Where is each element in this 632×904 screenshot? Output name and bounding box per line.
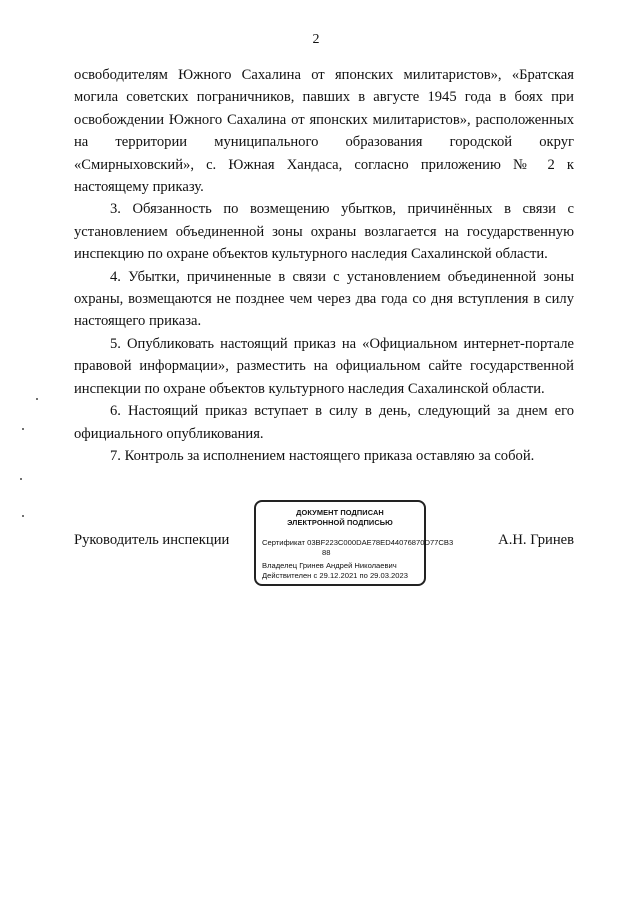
paragraph-item-4: 4. Убытки, причиненные в связи с установлением объединенной зоны охраны, возмещаются не позднее чем через два года со дня вступления в силу настоящего приказа. — [74, 268, 574, 330]
stamp-title-line1: ДОКУМЕНТ ПОДПИСАН — [296, 508, 384, 517]
signer-name: А.Н. Гринев — [498, 532, 574, 548]
paragraph-item-5: 5. Опубликовать настоящий приказ на «Официальном интернет-портале правовой информации», разместить на официальном сайте государственной инспекции по охране объектов культурного наследия Сахалинской области. — [74, 335, 574, 397]
scan-speck — [36, 398, 38, 400]
paragraph-item-6: 6. Настоящий приказ вступает в силу в день, следующий за днем его официального опубликования. — [74, 403, 574, 442]
scan-speck — [22, 515, 24, 517]
paragraph-item-3: 3. Обязанность по возмещению убытков, причинённых в связи с установлением объединенной зоны охраны возлагается на государственную инспекцию по охране объектов культурного наследия Сахалинской области. — [74, 201, 574, 263]
stamp-validity: Действителен с 29.12.2021 по 29.03.2023 — [262, 571, 408, 580]
scan-speck — [22, 428, 24, 430]
stamp-certificate: Сертификат 03BF223C000DAE78ED44076870D77CB3 — [262, 538, 454, 547]
paragraph-item-7: 7. Контроль за исполнением настоящего приказа оставляю за собой. — [110, 447, 535, 464]
document-body — [74, 64, 574, 467]
page-number: 2 — [312, 32, 320, 47]
scan-speck — [20, 478, 22, 480]
stamp-certificate-continuation: 88 — [322, 548, 331, 557]
stamp-owner: Владелец Гринев Андрей Николаевич — [262, 561, 397, 570]
stamp-title-line2: ЭЛЕКТРОННОЙ ПОДПИСЬЮ — [287, 518, 393, 527]
electronic-signature-stamp — [254, 500, 454, 586]
paragraph-continuation: освободителям Южного Сахалина от японских милитаристов», «Братская могила советских пограничников, павших в августе 1945 года в боях при освобождении Южного Сахалина от японских милитаристов», расположенных на территории муниципального образования городской округ «Смирныховский», с. Южная Хандаса, согласно приложению № 2 к настоящему приказу. — [74, 67, 574, 196]
signer-role: Руководитель инспекции — [74, 532, 230, 548]
